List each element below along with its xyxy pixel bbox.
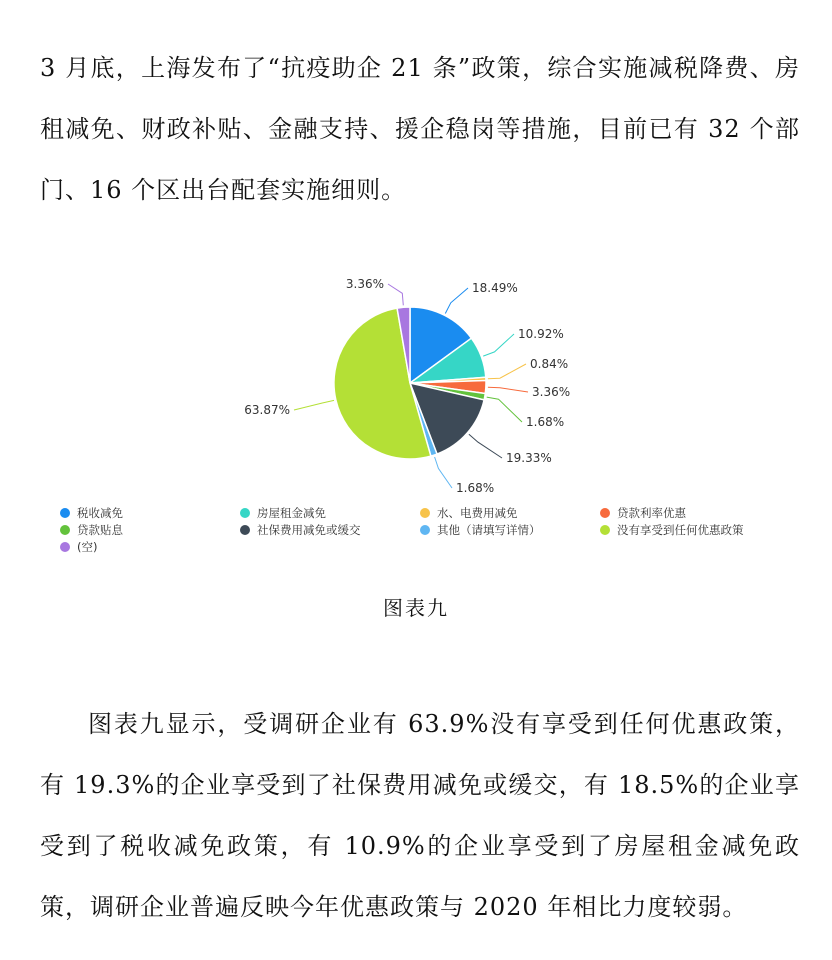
data-label-1: 10.92% [518, 327, 564, 341]
legend-swatch [60, 542, 70, 552]
legend-item-other[interactable] [420, 522, 600, 538]
legend-label: 贷款贴息 [77, 523, 123, 537]
data-label-3: 3.36% [532, 385, 571, 399]
legend-item-loan-rate[interactable] [600, 505, 780, 521]
leader-line-7 [294, 400, 334, 410]
leader-line-1 [483, 334, 514, 356]
legend-swatch [60, 525, 70, 535]
legend-label: 房屋租金减免 [257, 506, 326, 520]
legend-row [60, 539, 780, 556]
data-label-5: 19.33% [506, 451, 552, 465]
leader-line-3 [488, 387, 528, 392]
legend-label: 其他（请填写详情） [437, 523, 541, 537]
legend-swatch [600, 508, 610, 518]
legend-label: 没有享受到任何优惠政策 [617, 523, 744, 537]
data-label-0: 18.49% [472, 281, 518, 295]
intro-paragraph: 3 月底，上海发布了“抗疫助企 21 条”政策，综合实施减税降费、房租减免、财政补贴、金融支持、援企稳岗等措施，目前已有 32 个部门、16 个区出台配套实施细则。 [40, 54, 800, 204]
pie-chart [0, 230, 832, 500]
legend-item-empty[interactable] [60, 539, 240, 555]
legend-swatch [240, 525, 250, 535]
legend-row [60, 522, 780, 539]
data-label-6: 1.68% [456, 481, 495, 495]
legend-swatch [240, 508, 250, 518]
data-label-2: 0.84% [530, 357, 569, 371]
legend-item-none[interactable] [600, 522, 780, 538]
legend-item-utilities[interactable] [420, 505, 600, 521]
legend-label: 社保费用减免或缓交 [257, 523, 361, 537]
legend-item-rent[interactable] [240, 505, 420, 521]
data-label-8: 3.36% [345, 277, 384, 291]
leader-line-8 [388, 284, 403, 305]
figure-caption: 图表九 [383, 596, 449, 620]
legend-item-tax[interactable] [60, 505, 240, 521]
data-label-7: 63.87% [244, 403, 290, 417]
legend-label: 水、电费用减免 [437, 506, 518, 520]
legend-swatch [60, 508, 70, 518]
chart-legend [60, 505, 780, 556]
legend-swatch [600, 525, 610, 535]
analysis-paragraph: 图表九显示，受调研企业有 63.9%没有享受到任何优惠政策，有 19.3%的企业享受到了社保费用减免或缓交，有 18.5%的企业享受到了税收减免政策，有 10.9%的企业享受到了房屋租金减免政策，调研企业普遍反映今年优惠政策与 2020 年相比力度较弱。 [40, 710, 800, 921]
legend-item-social-security[interactable] [240, 522, 420, 538]
legend-label: (空) [77, 540, 98, 554]
leader-line-4 [487, 397, 522, 422]
legend-label: 税收减免 [77, 506, 123, 520]
leader-line-6 [435, 457, 452, 488]
leader-line-2 [488, 364, 526, 379]
legend-label: 贷款利率优惠 [617, 506, 686, 520]
legend-swatch [420, 525, 430, 535]
leader-line-0 [445, 288, 468, 314]
legend-swatch [420, 508, 430, 518]
legend-item-loan-subsidy[interactable] [60, 522, 240, 538]
leader-line-5 [469, 434, 502, 458]
data-label-4: 1.68% [526, 415, 565, 429]
legend-row [60, 505, 780, 522]
